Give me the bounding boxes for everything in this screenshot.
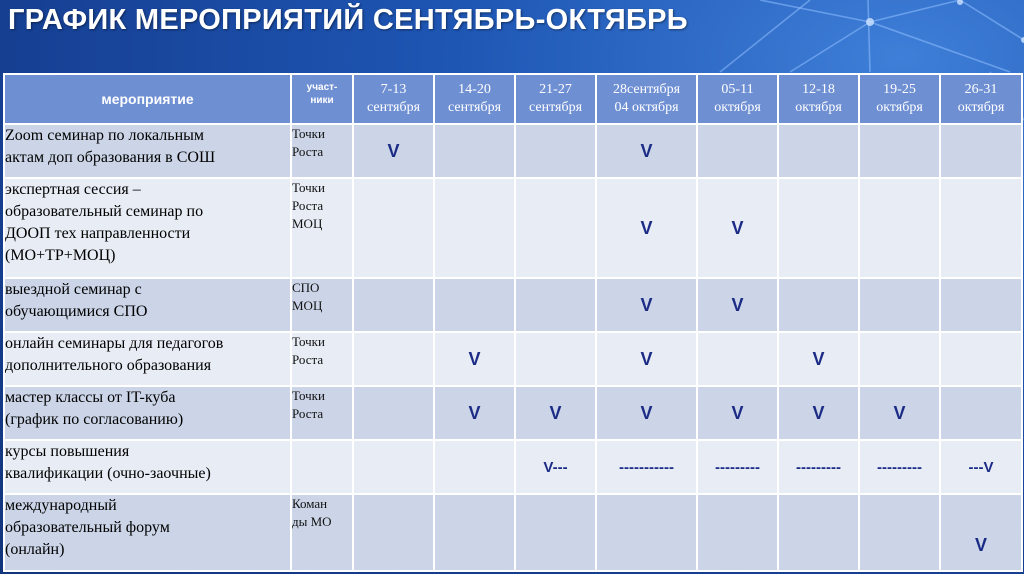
mark-cell: V bbox=[697, 386, 778, 440]
event-cell: экспертная сессия – образовательный семинар по ДООП тех направленности (МО+ТР+МОЦ) bbox=[4, 178, 291, 278]
header-week: 19-25 октября bbox=[859, 74, 940, 124]
table-row bbox=[4, 494, 1022, 571]
mark-cell bbox=[596, 494, 697, 571]
mark-cell: V bbox=[940, 494, 1022, 571]
mark-cell: ----------- bbox=[596, 440, 697, 494]
header-row bbox=[4, 74, 1022, 124]
mark-cell: V bbox=[596, 278, 697, 332]
header-week: 12-18 октября bbox=[778, 74, 859, 124]
mark-cell bbox=[859, 178, 940, 278]
mark-cell bbox=[778, 124, 859, 178]
mark-cell bbox=[940, 278, 1022, 332]
table-row bbox=[4, 124, 1022, 178]
mark-cell bbox=[515, 332, 596, 386]
mark-cell: --------- bbox=[697, 440, 778, 494]
mark-cell: V bbox=[515, 386, 596, 440]
mark-cell bbox=[353, 278, 434, 332]
mark-cell: V bbox=[596, 332, 697, 386]
participants-cell: СПО МОЦ bbox=[291, 278, 353, 332]
mark-cell bbox=[697, 494, 778, 571]
mark-cell bbox=[940, 178, 1022, 278]
event-cell: выездной семинар с обучающимися СПО bbox=[4, 278, 291, 332]
mark-cell bbox=[434, 494, 515, 571]
mark-cell bbox=[515, 178, 596, 278]
mark-cell: --------- bbox=[859, 440, 940, 494]
header-event: мероприятие bbox=[4, 74, 291, 124]
participants-cell: Точки Роста bbox=[291, 124, 353, 178]
mark-cell: V bbox=[697, 278, 778, 332]
event-cell: Zoom семинар по локальным актам доп образования в СОШ bbox=[4, 124, 291, 178]
table-row bbox=[4, 178, 1022, 278]
participants-cell: Точки Роста bbox=[291, 386, 353, 440]
header-week: 28сентября 04 октября bbox=[596, 74, 697, 124]
event-cell: курсы повышения квалификации (очно-заочные) bbox=[4, 440, 291, 494]
mark-cell: V bbox=[859, 386, 940, 440]
event-cell: мастер классы от IT-куба (график по согласованию) bbox=[4, 386, 291, 440]
table-row bbox=[4, 332, 1022, 386]
table-row bbox=[4, 440, 1022, 494]
mark-cell bbox=[353, 178, 434, 278]
mark-cell bbox=[515, 124, 596, 178]
mark-cell bbox=[940, 332, 1022, 386]
mark-cell bbox=[859, 494, 940, 571]
mark-cell bbox=[353, 386, 434, 440]
mark-cell: V bbox=[596, 386, 697, 440]
header-week: 05-11 октября bbox=[697, 74, 778, 124]
event-cell: международный образовательный форум (онлайн) bbox=[4, 494, 291, 571]
mark-cell bbox=[353, 332, 434, 386]
mark-cell bbox=[778, 178, 859, 278]
header-week: 26-31 октября bbox=[940, 74, 1022, 124]
mark-cell bbox=[515, 494, 596, 571]
mark-cell: ---V bbox=[940, 440, 1022, 494]
mark-cell: V bbox=[434, 386, 515, 440]
mark-cell: V bbox=[778, 386, 859, 440]
participants-cell: Точки Роста bbox=[291, 332, 353, 386]
mark-cell bbox=[778, 494, 859, 571]
participants-cell: Точки Роста МОЦ bbox=[291, 178, 353, 278]
mark-cell: V bbox=[596, 124, 697, 178]
mark-cell bbox=[940, 124, 1022, 178]
mark-cell bbox=[353, 494, 434, 571]
mark-cell: --------- bbox=[778, 440, 859, 494]
mark-cell bbox=[434, 124, 515, 178]
mark-cell bbox=[940, 386, 1022, 440]
mark-cell bbox=[697, 124, 778, 178]
mark-cell: V bbox=[434, 332, 515, 386]
participants-cell bbox=[291, 440, 353, 494]
mark-cell bbox=[515, 278, 596, 332]
mark-cell: V bbox=[353, 124, 434, 178]
mark-cell: V bbox=[778, 332, 859, 386]
event-cell: онлайн семинары для педагогов дополнительного образования bbox=[4, 332, 291, 386]
mark-cell: V--- bbox=[515, 440, 596, 494]
mark-cell bbox=[434, 278, 515, 332]
mark-cell: V bbox=[697, 178, 778, 278]
table-row bbox=[4, 278, 1022, 332]
mark-cell bbox=[859, 278, 940, 332]
participants-cell: Коман ды МО bbox=[291, 494, 353, 571]
mark-cell bbox=[859, 124, 940, 178]
mark-cell bbox=[778, 278, 859, 332]
table-row bbox=[4, 386, 1022, 440]
mark-cell bbox=[434, 440, 515, 494]
mark-cell bbox=[859, 332, 940, 386]
mark-cell: V bbox=[596, 178, 697, 278]
mark-cell bbox=[697, 332, 778, 386]
mark-cell bbox=[434, 178, 515, 278]
header-week: 14-20 сентября bbox=[434, 74, 515, 124]
header-week: 7-13 сентября bbox=[353, 74, 434, 124]
schedule-table bbox=[3, 73, 1023, 572]
header-week: 21-27 сентября bbox=[515, 74, 596, 124]
header-participants: участ- ники bbox=[291, 74, 353, 124]
page-title: ГРАФИК МЕРОПРИЯТИЙ СЕНТЯБРЬ-ОКТЯБРЬ bbox=[8, 4, 688, 36]
mark-cell bbox=[353, 440, 434, 494]
